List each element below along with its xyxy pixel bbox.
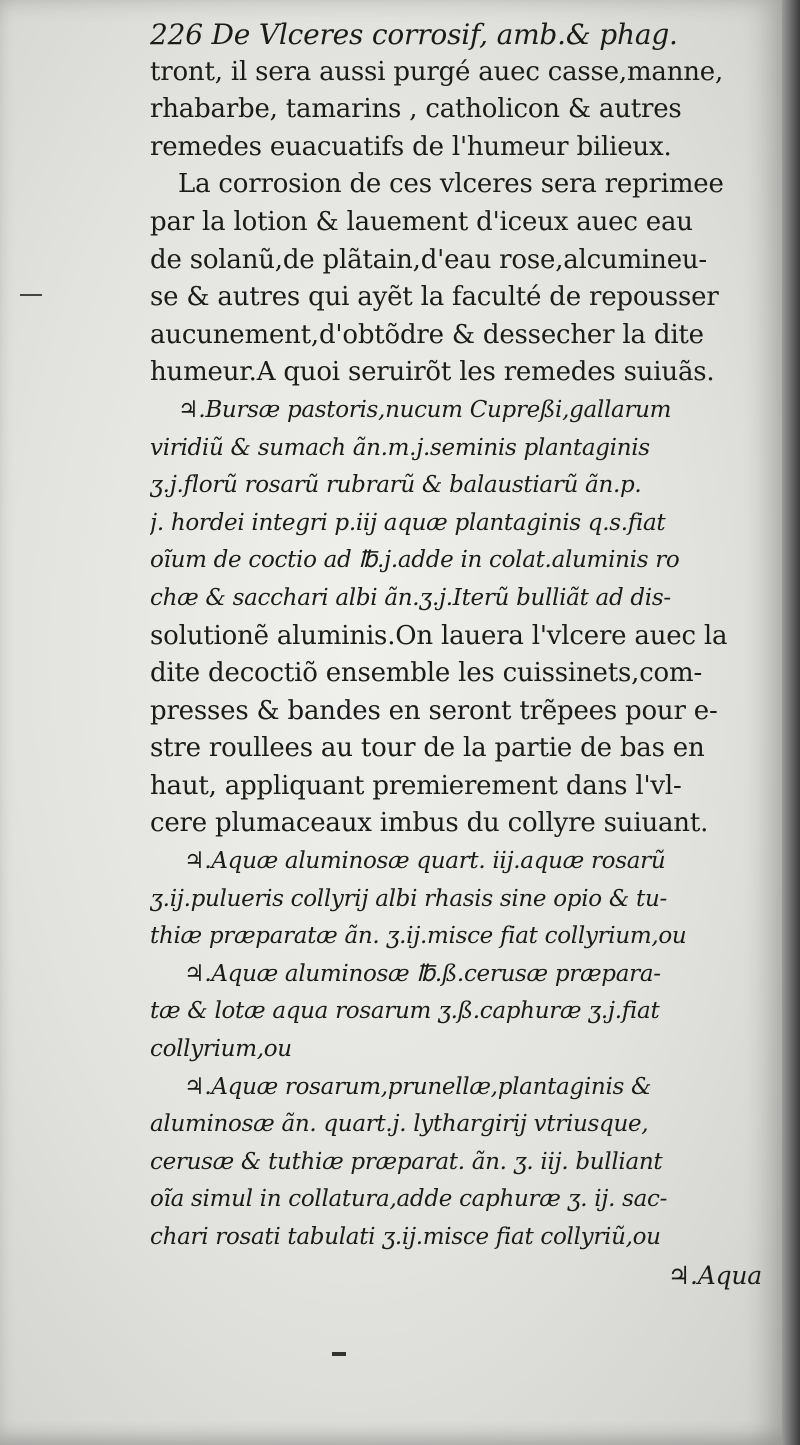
text-line: ♃.Aquæ rosarum,prunellæ,plantaginis & <box>184 1073 652 1100</box>
text-line: solutionẽ aluminis.On lauera l'vlcere auec la <box>150 620 728 651</box>
text-line: ♃.Aquæ aluminosæ quart. iij.aquæ rosarũ <box>184 848 666 875</box>
text-lines <box>150 54 770 1257</box>
text-line: dite decoctiõ ensemble les cuissinets,com- <box>150 658 703 689</box>
text-line: j. hordei integri p.iij aquæ plantaginis q.s.fiat <box>150 509 666 536</box>
text-line: stre roullees au tour de la partie de bas en <box>150 733 705 764</box>
text-line: tront, il sera aussi purgé auec casse,manne, <box>150 56 724 87</box>
text-line: remedes euacuatifs de l'humeur bilieux. <box>150 131 672 162</box>
text-line: oĩum de coctio ad ℔.j.adde in colat.aluminis ro <box>150 547 680 574</box>
text-line: La corrosion de ces vlceres sera reprimee <box>178 169 724 200</box>
text-line: se & autres qui ayẽt la faculté de repousser <box>150 282 719 313</box>
running-header: 226 De Vlceres corrosif, amb.& phag. <box>150 18 678 51</box>
catchword: ♃.Aqua <box>667 1260 762 1290</box>
text-line: haut, appliquant premierement dans l'vl- <box>150 770 682 801</box>
ink-mark <box>332 1352 346 1356</box>
text-line: chari rosati tabulati ʒ.ij.misce fiat collyriũ,ou <box>150 1224 661 1250</box>
text-line: ʒ.ij.pulueris collyrij albi rhasis sine opio & tu- <box>150 885 667 912</box>
text-line: thiæ præparatæ ãn. ʒ.ij.misce fiat collyrium,ou <box>150 923 687 950</box>
text-line: cere plumaceaux imbus du collyre suiuant. <box>150 808 709 839</box>
text-line: chæ & sacchari albi ãn.ʒ.j.Iterũ bulliãt ad dis- <box>150 584 671 611</box>
text-line: presses & bandes en seront trẽpees pour e- <box>150 695 718 726</box>
text-line: collyrium,ou <box>150 1036 292 1063</box>
text-line: rhabarbe, tamarins , catholicon & autres <box>150 94 682 125</box>
text-line: ♃.Aquæ aluminosæ ℔.ß.cerusæ præpara- <box>184 960 661 987</box>
margin-mark <box>20 294 42 296</box>
book-spine-shadow <box>782 0 800 1445</box>
text-line: aluminosæ ãn. quart.j. lythargirij vtriusque, <box>150 1111 649 1138</box>
text-line: cerusæ & tuthiæ præparat. ãn. ʒ. iij. bulliant <box>150 1148 663 1175</box>
text-line: oĩa simul in collatura,adde caphuræ ʒ. ij. sac- <box>150 1186 668 1213</box>
text-line: de solanũ,de plãtain,d'eau rose,alcumineu- <box>150 244 708 275</box>
text-line: ʒ.j.florũ rosarũ rubrarũ & balaustiarũ ãn.p. <box>150 472 642 499</box>
text-line: ♃.Bursæ pastoris,nucum Cupreßi,gallarum <box>178 396 672 423</box>
text-line: viridiũ & sumach ãn.m.j.seminis plantaginis <box>150 434 650 461</box>
text-line: par la lotion & lauement d'iceux auec eau <box>150 206 693 237</box>
text-line: humeur.A quoi seruirõt les remedes suiuãs. <box>150 357 715 388</box>
text-line: aucunement,d'obtõdre & dessecher la dite <box>150 319 704 350</box>
text-line: tæ & lotæ aqua rosarum ʒ.ß.caphuræ ʒ.j.fiat <box>150 998 660 1025</box>
page-text <box>150 16 770 1294</box>
